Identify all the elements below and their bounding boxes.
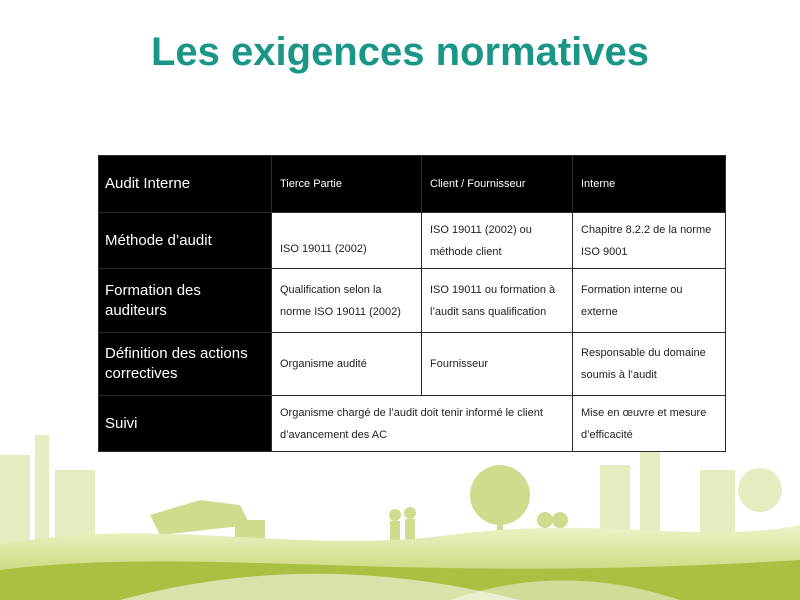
row-label: Formation des auditeurs <box>99 269 272 333</box>
row-label: Audit Interne <box>99 156 272 213</box>
table-cell: Client / Fournisseur <box>422 156 573 213</box>
table-row <box>99 269 726 333</box>
table-cell: ISO 19011 (2002) <box>272 213 422 269</box>
table-cell: ISO 19011 (2002) ou méthode client <box>422 213 573 269</box>
row-label: Méthode d’audit <box>99 213 272 269</box>
table-cell: Mise en œuvre et mesure d’efficacité <box>573 396 726 452</box>
table-cell: Formation interne ou externe <box>573 269 726 333</box>
table-cell-merged: Organisme chargé de l’audit doit tenir informé le client d’avancement des AC <box>272 396 573 452</box>
slide-title: Les exigences normatives <box>150 30 650 74</box>
table-cell: Qualification selon la norme ISO 19011 (2002) <box>272 269 422 333</box>
row-label: Définition des actions correctives <box>99 333 272 396</box>
requirements-table <box>98 155 726 452</box>
table-cell: Interne <box>573 156 726 213</box>
table-cell: Tierce Partie <box>272 156 422 213</box>
table-row <box>99 396 726 452</box>
table-cell: Chapitre 8.2.2 de la norme ISO 9001 <box>573 213 726 269</box>
table-row <box>99 156 726 213</box>
table-cell: ISO 19011 ou formation à l’audit sans qualification <box>422 269 573 333</box>
table-row <box>99 213 726 269</box>
row-label: Suivi <box>99 396 272 452</box>
table-row <box>99 333 726 396</box>
table-cell: Organisme audité <box>272 333 422 396</box>
table-cell: Fournisseur <box>422 333 573 396</box>
table-cell: Responsable du domaine soumis à l’audit <box>573 333 726 396</box>
